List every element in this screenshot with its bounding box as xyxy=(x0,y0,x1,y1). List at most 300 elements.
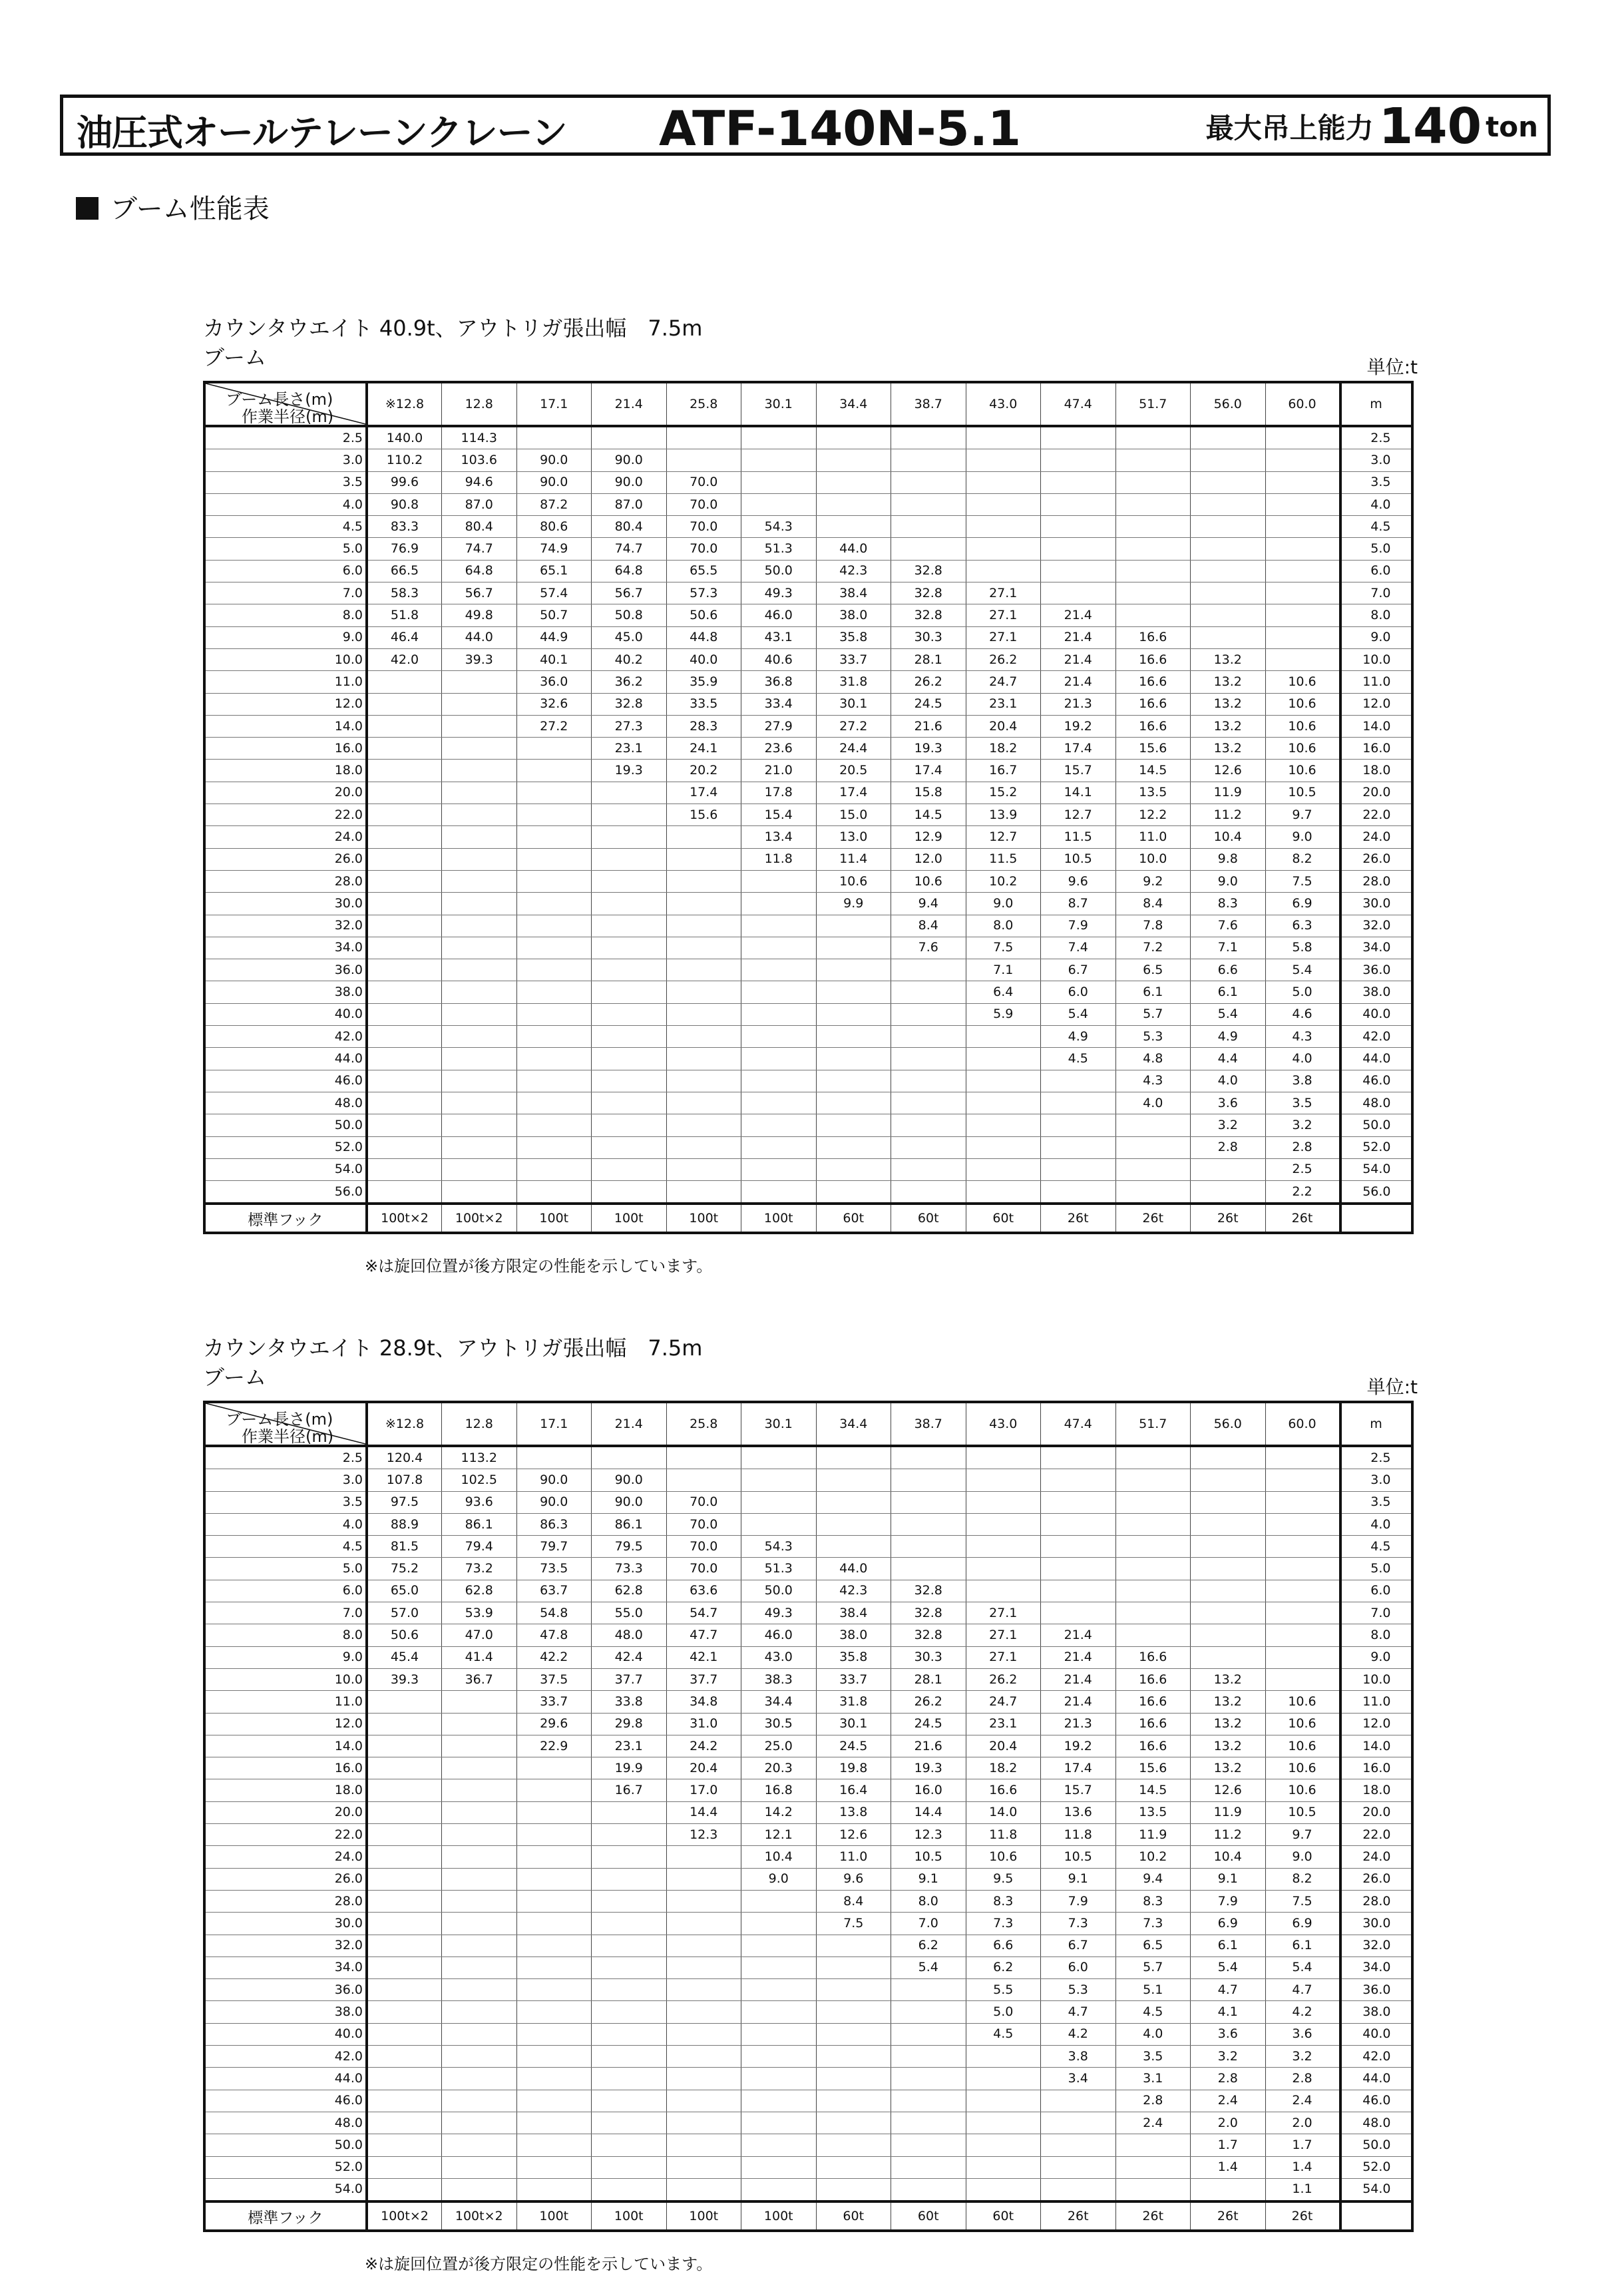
load-cell xyxy=(741,1136,817,1158)
table-row xyxy=(204,1114,1412,1136)
load-cell xyxy=(891,1979,966,2001)
load-cell: 7.6 xyxy=(891,937,966,959)
radius-cell: 5.0 xyxy=(204,1558,367,1580)
load-cell xyxy=(516,1136,592,1158)
load-cell xyxy=(442,804,517,826)
load-cell xyxy=(1265,1513,1340,1535)
radius-cell: 24.0 xyxy=(204,1846,367,1868)
load-cell: 22.9 xyxy=(516,1735,592,1757)
load-cell: 6.3 xyxy=(1265,915,1340,937)
load-cell: 27.2 xyxy=(516,715,592,737)
load-cell xyxy=(741,1114,817,1136)
load-cell: 9.6 xyxy=(1041,870,1116,892)
radius-cell-right: 38.0 xyxy=(1340,2001,1412,2023)
load-cell: 44.0 xyxy=(442,626,517,648)
load-cell: 16.7 xyxy=(966,760,1041,782)
load-cell: 54.8 xyxy=(516,1602,592,1624)
load-cell xyxy=(592,1114,667,1136)
load-cell xyxy=(741,1026,817,1048)
load-cell: 2.8 xyxy=(1265,2068,1340,2090)
load-cell: 19.3 xyxy=(592,760,667,782)
load-cell xyxy=(592,1158,667,1180)
load-cell xyxy=(442,693,517,715)
load-cell: 12.7 xyxy=(1041,804,1116,826)
load-cell: 34.4 xyxy=(741,1691,817,1713)
table-row xyxy=(204,959,1412,981)
boom-length-label: ブーム長さ(m) xyxy=(226,390,333,409)
radius-cell-right: 46.0 xyxy=(1340,2090,1412,2112)
load-cell xyxy=(367,1048,442,1070)
load-cell: 16.6 xyxy=(1115,1713,1191,1735)
load-cell: 12.6 xyxy=(816,1824,891,1846)
load-cell: 1.4 xyxy=(1191,2156,1266,2178)
load-cell: 38.3 xyxy=(741,1668,817,1690)
table-row xyxy=(204,1048,1412,1070)
load-cell xyxy=(442,1913,517,1935)
table-row xyxy=(204,1713,1412,1735)
load-cell: 17.4 xyxy=(666,782,741,804)
load-cell xyxy=(1041,426,1116,449)
radius-cell: 12.0 xyxy=(204,693,367,715)
radius-cell: 38.0 xyxy=(204,2001,367,2023)
load-cell: 27.2 xyxy=(816,715,891,737)
radius-cell-right: 48.0 xyxy=(1340,1092,1412,1114)
load-cell: 13.0 xyxy=(816,826,891,848)
load-cell: 5.7 xyxy=(1115,1003,1191,1025)
load-cell xyxy=(741,1935,817,1956)
radius-cell: 56.0 xyxy=(204,1181,367,1204)
table-note: ※は旋回位置が後方限定の性能を示しています。 xyxy=(365,1257,713,1275)
load-cell: 4.4 xyxy=(1191,1048,1266,1070)
load-cell xyxy=(516,1824,592,1846)
load-cell: 9.8 xyxy=(1191,848,1266,870)
load-cell: 9.1 xyxy=(1041,1868,1116,1890)
load-cell xyxy=(891,2156,966,2178)
load-cell xyxy=(1041,582,1116,604)
load-cell: 26.2 xyxy=(966,648,1041,670)
load-cell xyxy=(592,2156,667,2178)
load-cell: 90.0 xyxy=(592,471,667,493)
load-cell xyxy=(1041,1181,1116,1204)
load-cell xyxy=(442,1713,517,1735)
radius-cell: 54.0 xyxy=(204,1158,367,1180)
load-cell: 13.2 xyxy=(1191,671,1266,693)
load-cell: 50.8 xyxy=(592,604,667,626)
load-cell: 3.8 xyxy=(1265,1070,1340,1092)
load-cell xyxy=(1265,626,1340,648)
load-cell: 16.6 xyxy=(966,1779,1041,1801)
load-cell xyxy=(666,1868,741,1890)
load-cell: 17.4 xyxy=(891,760,966,782)
hook-cell: 26t xyxy=(1041,2201,1116,2231)
load-cell xyxy=(367,1979,442,2001)
load-cell xyxy=(442,1158,517,1180)
load-cell xyxy=(816,2112,891,2134)
load-cell: 47.7 xyxy=(666,1624,741,1646)
load-cell: 40.1 xyxy=(516,648,592,670)
load-cell: 2.8 xyxy=(1191,1136,1266,1158)
load-cell xyxy=(666,1003,741,1025)
load-cell xyxy=(592,2001,667,2023)
load-cell: 43.0 xyxy=(741,1646,817,1668)
load-cell xyxy=(367,760,442,782)
load-cell: 10.6 xyxy=(1265,715,1340,737)
load-cell: 10.6 xyxy=(1265,1735,1340,1757)
load-cell xyxy=(1115,1624,1191,1646)
radius-cell: 18.0 xyxy=(204,1779,367,1801)
load-cell xyxy=(442,1026,517,1048)
radius-cell-right: 38.0 xyxy=(1340,981,1412,1003)
radius-cell: 26.0 xyxy=(204,1868,367,1890)
load-cell: 9.9 xyxy=(816,893,891,915)
load-cell xyxy=(741,2068,817,2090)
load-cell: 14.2 xyxy=(741,1801,817,1823)
load-cell: 24.1 xyxy=(666,738,741,760)
load-cell: 15.0 xyxy=(816,804,891,826)
load-cell: 26.2 xyxy=(891,671,966,693)
radius-cell-right: 26.0 xyxy=(1340,1868,1412,1890)
load-cell xyxy=(592,1181,667,1204)
radius-cell-right: 40.0 xyxy=(1340,1003,1412,1025)
load-cell: 42.3 xyxy=(816,560,891,582)
header-row xyxy=(204,1402,1412,1446)
load-cell: 14.0 xyxy=(966,1801,1041,1823)
boom-length-header: 43.0 xyxy=(966,382,1041,426)
load-cell: 11.9 xyxy=(1115,1824,1191,1846)
load-cell: 4.0 xyxy=(1265,1048,1340,1070)
load-cell xyxy=(966,2178,1041,2201)
load-cell xyxy=(666,426,741,449)
load-cell xyxy=(516,1757,592,1779)
hook-cell: 100t xyxy=(741,1204,817,1233)
load-cell xyxy=(1191,516,1266,538)
load-cell xyxy=(966,1491,1041,1513)
load-cell: 11.9 xyxy=(1191,782,1266,804)
load-cell: 21.4 xyxy=(1041,1646,1116,1668)
table-row xyxy=(204,2001,1412,2023)
radius-cell: 4.5 xyxy=(204,1536,367,1558)
load-cell: 2.8 xyxy=(1115,2090,1191,2112)
load-cell: 16.6 xyxy=(1115,1646,1191,1668)
load-cell xyxy=(891,1158,966,1180)
load-cell xyxy=(891,493,966,515)
table-row xyxy=(204,1913,1412,1935)
load-cell: 12.1 xyxy=(741,1824,817,1846)
boom-length-header: 56.0 xyxy=(1191,1402,1266,1446)
load-cell: 6.6 xyxy=(1191,959,1266,981)
load-cell xyxy=(966,449,1041,471)
load-cell: 15.6 xyxy=(1115,1757,1191,1779)
radius-cell-right: 44.0 xyxy=(1340,1048,1412,1070)
load-cell: 38.0 xyxy=(816,604,891,626)
load-cell xyxy=(1191,1536,1266,1558)
load-cell xyxy=(367,1801,442,1823)
load-cell xyxy=(442,1846,517,1868)
table-row xyxy=(204,893,1412,915)
load-cell: 9.0 xyxy=(1265,1846,1340,1868)
load-cell: 65.0 xyxy=(367,1580,442,1602)
boom-length-label: ブーム長さ(m) xyxy=(226,1410,333,1429)
load-cell xyxy=(516,2134,592,2156)
load-cell: 2.0 xyxy=(1265,2112,1340,2134)
load-cell xyxy=(891,1513,966,1535)
load-cell: 9.2 xyxy=(1115,870,1191,892)
radius-cell: 3.0 xyxy=(204,1469,367,1491)
hook-cell: 26t xyxy=(1265,1204,1340,1233)
load-cell xyxy=(666,1446,741,1469)
radius-cell: 7.0 xyxy=(204,582,367,604)
load-cell xyxy=(666,1048,741,1070)
load-cell: 50.6 xyxy=(666,604,741,626)
load-cell: 12.6 xyxy=(1191,1779,1266,1801)
load-cell: 140.0 xyxy=(367,426,442,449)
radius-cell: 54.0 xyxy=(204,2178,367,2201)
load-cell xyxy=(516,760,592,782)
radius-cell: 36.0 xyxy=(204,959,367,981)
load-cell xyxy=(741,959,817,981)
load-cell: 9.4 xyxy=(891,893,966,915)
load-cell xyxy=(1265,1469,1340,1491)
load-cell: 10.6 xyxy=(1265,738,1340,760)
load-cell: 37.5 xyxy=(516,1668,592,1690)
load-cell xyxy=(442,1890,517,1912)
load-cell xyxy=(367,1713,442,1735)
load-cell: 27.1 xyxy=(966,626,1041,648)
load-cell xyxy=(516,1935,592,1956)
boom-length-header: 34.4 xyxy=(816,1402,891,1446)
load-cell: 56.7 xyxy=(442,582,517,604)
load-cell: 33.7 xyxy=(816,1668,891,1690)
load-cell: 21.4 xyxy=(1041,1691,1116,1713)
radius-cell: 38.0 xyxy=(204,981,367,1003)
load-cell: 14.5 xyxy=(1115,1779,1191,1801)
radius-cell: 28.0 xyxy=(204,870,367,892)
load-cell xyxy=(741,2178,817,2201)
load-cell xyxy=(741,2156,817,2178)
load-cell: 33.4 xyxy=(741,693,817,715)
load-cell: 13.2 xyxy=(1191,715,1266,737)
load-cell xyxy=(1191,1580,1266,1602)
load-cell: 58.3 xyxy=(367,582,442,604)
radius-cell-right: 48.0 xyxy=(1340,2112,1412,2134)
load-cell: 57.4 xyxy=(516,582,592,604)
load-cell: 6.5 xyxy=(1115,1935,1191,1956)
load-cell: 23.1 xyxy=(966,1713,1041,1735)
load-cell xyxy=(816,1158,891,1180)
table-row xyxy=(204,1691,1412,1713)
load-cell xyxy=(442,1735,517,1757)
load-cell: 36.7 xyxy=(442,1668,517,1690)
hook-cell: 60t xyxy=(966,2201,1041,2231)
hook-cell: 60t xyxy=(816,1204,891,1233)
load-cell: 11.8 xyxy=(966,1824,1041,1846)
load-cell: 20.5 xyxy=(816,760,891,782)
load-cell: 8.3 xyxy=(1191,893,1266,915)
load-cell xyxy=(666,2001,741,2023)
load-cell: 33.8 xyxy=(592,1691,667,1713)
load-cell xyxy=(1041,1158,1116,1180)
radius-cell: 9.0 xyxy=(204,1646,367,1668)
load-cell xyxy=(1041,2134,1116,2156)
load-cell xyxy=(891,1446,966,1469)
load-cell: 62.8 xyxy=(442,1580,517,1602)
load-cell xyxy=(442,1868,517,1890)
load-cell: 14.5 xyxy=(1115,760,1191,782)
load-cell xyxy=(816,2046,891,2068)
load-cell: 10.5 xyxy=(1041,848,1116,870)
load-cell: 74.7 xyxy=(442,538,517,560)
load-cell xyxy=(816,1048,891,1070)
load-cell: 8.4 xyxy=(816,1890,891,1912)
load-cell: 86.1 xyxy=(442,1513,517,1535)
load-cell xyxy=(741,1181,817,1204)
load-cell xyxy=(666,2134,741,2156)
load-cell: 7.1 xyxy=(1191,937,1266,959)
table-row xyxy=(204,2134,1412,2156)
load-cell xyxy=(442,2112,517,2134)
load-cell: 19.8 xyxy=(816,1757,891,1779)
load-cell: 21.4 xyxy=(1041,626,1116,648)
hook-cell: 26t xyxy=(1041,1204,1116,1233)
load-cell: 90.0 xyxy=(592,1491,667,1513)
load-cell xyxy=(1041,1070,1116,1092)
load-cell xyxy=(966,471,1041,493)
working-radius-label: 作業半径(m) xyxy=(242,407,334,426)
boom-length-header: 38.7 xyxy=(891,1402,966,1446)
load-cell xyxy=(966,1158,1041,1180)
table-row xyxy=(204,870,1412,892)
radius-cell: 24.0 xyxy=(204,826,367,848)
load-cell: 12.7 xyxy=(966,826,1041,848)
load-cell: 90.0 xyxy=(516,449,592,471)
table-row xyxy=(204,626,1412,648)
load-cell xyxy=(666,1070,741,1092)
radius-cell: 8.0 xyxy=(204,1624,367,1646)
load-cell: 35.8 xyxy=(816,626,891,648)
load-cell: 5.4 xyxy=(1265,1956,1340,1978)
load-cell xyxy=(891,1469,966,1491)
load-cell: 27.1 xyxy=(966,604,1041,626)
load-cell: 15.6 xyxy=(666,804,741,826)
hook-cell: 60t xyxy=(966,1204,1041,1233)
load-cell xyxy=(816,1536,891,1558)
load-cell xyxy=(1115,449,1191,471)
load-cell: 10.6 xyxy=(1265,671,1340,693)
radius-cell-right: 34.0 xyxy=(1340,1956,1412,1978)
hook-cell: 60t xyxy=(891,2201,966,2231)
load-cell xyxy=(592,1890,667,1912)
radius-cell-right: 4.5 xyxy=(1340,1536,1412,1558)
table-row xyxy=(204,1602,1412,1624)
table-row xyxy=(204,1580,1412,1602)
table-row xyxy=(204,426,1412,449)
load-cell xyxy=(966,2134,1041,2156)
load-cell: 24.7 xyxy=(966,1691,1041,1713)
boom-length-header: 25.8 xyxy=(666,382,741,426)
load-cell: 3.2 xyxy=(1265,1114,1340,1136)
hook-empty-cell xyxy=(1340,2201,1412,2231)
load-cell xyxy=(442,1048,517,1070)
load-cell xyxy=(1191,626,1266,648)
load-cell xyxy=(442,2023,517,2045)
load-cell: 6.2 xyxy=(891,1935,966,1956)
load-cell: 88.9 xyxy=(367,1513,442,1535)
load-cell xyxy=(816,1070,891,1092)
hook-cell: 100t×2 xyxy=(367,1204,442,1233)
load-cell xyxy=(816,426,891,449)
load-cell xyxy=(367,1114,442,1136)
load-cell xyxy=(741,981,817,1003)
radius-cell-right: 52.0 xyxy=(1340,1136,1412,1158)
load-cell: 12.0 xyxy=(891,848,966,870)
load-cell xyxy=(741,937,817,959)
load-cell: 21.3 xyxy=(1041,1713,1116,1735)
radius-cell-right: 42.0 xyxy=(1340,1026,1412,1048)
table-row xyxy=(204,1469,1412,1491)
load-cell: 10.6 xyxy=(1265,1713,1340,1735)
load-cell xyxy=(367,826,442,848)
load-cell: 10.6 xyxy=(1265,693,1340,715)
load-cell: 14.4 xyxy=(891,1801,966,1823)
boom-length-header: 34.4 xyxy=(816,382,891,426)
load-cell xyxy=(741,2001,817,2023)
load-cell xyxy=(666,2090,741,2112)
load-cell: 44.0 xyxy=(816,538,891,560)
load-cell xyxy=(816,1513,891,1535)
load-cell xyxy=(666,1890,741,1912)
load-cell: 46.0 xyxy=(741,1624,817,1646)
load-cell: 4.8 xyxy=(1115,1048,1191,1070)
load-cell xyxy=(592,2068,667,2090)
load-cell xyxy=(741,449,817,471)
load-cell xyxy=(367,1092,442,1114)
load-cell xyxy=(442,2001,517,2023)
radius-cell-right: 16.0 xyxy=(1340,1757,1412,1779)
load-cell xyxy=(891,1558,966,1580)
load-cell xyxy=(592,893,667,915)
boom-length-header: 21.4 xyxy=(592,1402,667,1446)
radius-cell-right: 54.0 xyxy=(1340,1158,1412,1180)
load-cell xyxy=(816,516,891,538)
load-cell xyxy=(966,493,1041,515)
load-cell: 6.1 xyxy=(1115,981,1191,1003)
radius-cell: 20.0 xyxy=(204,782,367,804)
radius-cell-right: 36.0 xyxy=(1340,1979,1412,2001)
load-cell: 28.3 xyxy=(666,715,741,737)
load-cell xyxy=(1191,1446,1266,1469)
table-row xyxy=(204,2178,1412,2201)
load-cell: 5.4 xyxy=(1265,959,1340,981)
load-cell xyxy=(1115,1158,1191,1180)
load-cell xyxy=(966,1136,1041,1158)
load-cell: 32.8 xyxy=(592,693,667,715)
load-cell: 4.0 xyxy=(1115,1092,1191,1114)
load-cell xyxy=(516,1890,592,1912)
load-cell: 21.0 xyxy=(741,760,817,782)
radius-cell: 52.0 xyxy=(204,1136,367,1158)
load-cell xyxy=(516,959,592,981)
load-cell xyxy=(516,2068,592,2090)
load-cell xyxy=(1041,1536,1116,1558)
load-cell: 4.3 xyxy=(1115,1070,1191,1092)
table-row xyxy=(204,1890,1412,1912)
load-cell: 9.4 xyxy=(1115,1868,1191,1890)
load-cell: 2.8 xyxy=(1265,1136,1340,1158)
load-cell xyxy=(666,2112,741,2134)
load-cell: 21.4 xyxy=(1041,1668,1116,1690)
table-row xyxy=(204,915,1412,937)
load-cell xyxy=(516,1913,592,1935)
